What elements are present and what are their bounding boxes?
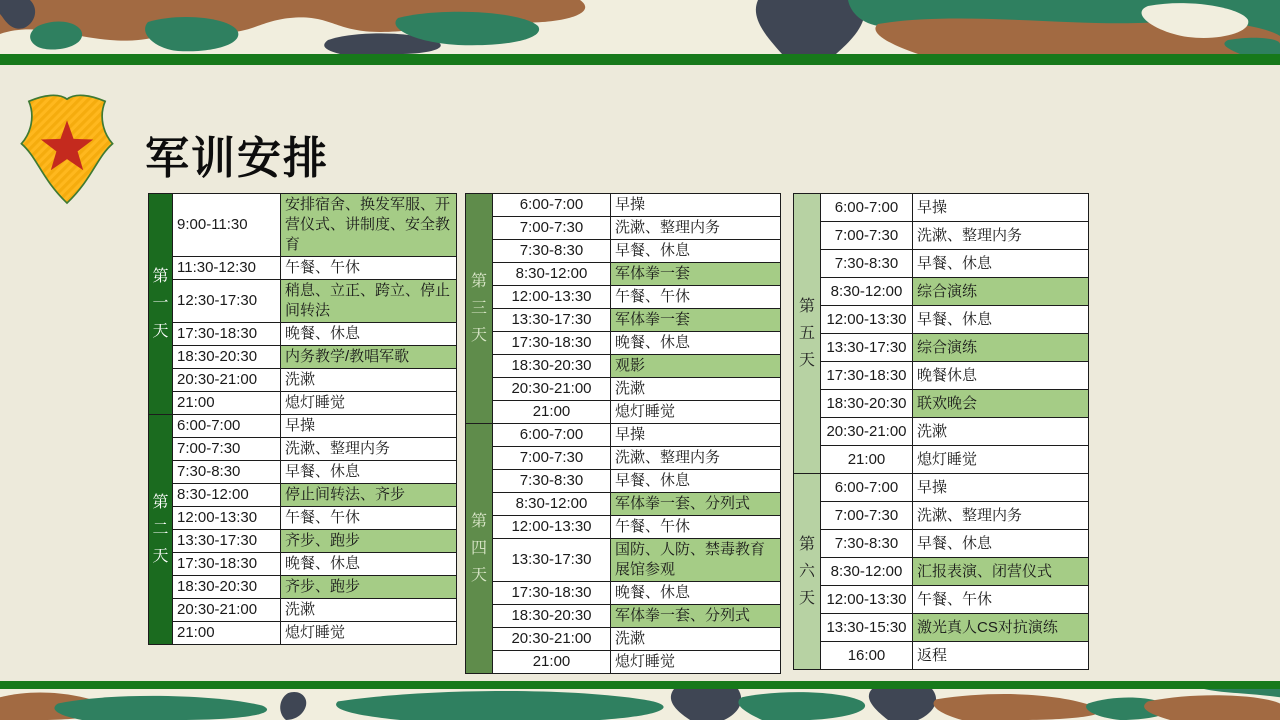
- schedule-row: [794, 614, 1089, 642]
- time-cell: 8:30-12:00: [493, 493, 611, 516]
- schedule-row: [794, 474, 1089, 502]
- activity-cell: 内务教学/教唱军歌: [281, 346, 457, 369]
- camo-bottom-border: [0, 689, 1280, 720]
- time-cell: 7:30-8:30: [493, 240, 611, 263]
- schedule-row: [149, 622, 457, 645]
- page-title: 军训安排: [145, 134, 329, 183]
- activity-cell: 早操: [611, 424, 781, 447]
- activity-cell: 熄灯睡觉: [281, 622, 457, 645]
- schedule-row: [794, 586, 1089, 614]
- activity-cell: 军体拳一套、分列式: [611, 605, 781, 628]
- time-cell: 20:30-21:00: [173, 599, 281, 622]
- schedule-row: [466, 309, 781, 332]
- activity-cell: 洗漱: [281, 369, 457, 392]
- schedule-row: [149, 280, 457, 323]
- activity-cell: 洗漱、整理内务: [281, 438, 457, 461]
- activity-cell: 早餐、休息: [611, 470, 781, 493]
- time-cell: 13:30-15:30: [821, 614, 913, 642]
- activity-cell: 熄灯睡觉: [611, 401, 781, 424]
- schedule-row: [149, 323, 457, 346]
- schedule-row: [794, 306, 1089, 334]
- activity-cell: 洗漱: [281, 599, 457, 622]
- activity-cell: 停止间转法、齐步: [281, 484, 457, 507]
- day-label: 第一天: [149, 194, 173, 415]
- time-cell: 8:30-12:00: [821, 558, 913, 586]
- activity-cell: 早餐、休息: [913, 250, 1089, 278]
- time-cell: 8:30-12:00: [821, 278, 913, 306]
- activity-cell: 军体拳一套: [611, 309, 781, 332]
- time-cell: 17:30-18:30: [173, 553, 281, 576]
- time-cell: 20:30-21:00: [493, 628, 611, 651]
- time-cell: 21:00: [173, 392, 281, 415]
- schedule-row: [794, 194, 1089, 222]
- time-cell: 7:00-7:30: [493, 447, 611, 470]
- activity-cell: 军体拳一套、分列式: [611, 493, 781, 516]
- schedule-row: [466, 424, 781, 447]
- schedule-table-days-3-4: [465, 193, 781, 674]
- activity-cell: 洗漱、整理内务: [611, 217, 781, 240]
- schedule-table-days-5-6: [793, 193, 1089, 670]
- schedule-row: [466, 217, 781, 240]
- activity-cell: 观影: [611, 355, 781, 378]
- time-cell: 20:30-21:00: [493, 378, 611, 401]
- time-cell: 7:00-7:30: [821, 502, 913, 530]
- schedule-row: [466, 355, 781, 378]
- schedule-row: [149, 438, 457, 461]
- activity-cell: 早餐、休息: [281, 461, 457, 484]
- activity-cell: 晚餐休息: [913, 362, 1089, 390]
- time-cell: 17:30-18:30: [493, 332, 611, 355]
- schedule-row: [466, 628, 781, 651]
- activity-cell: 联欢晚会: [913, 390, 1089, 418]
- time-cell: 7:30-8:30: [173, 461, 281, 484]
- time-cell: 17:30-18:30: [493, 582, 611, 605]
- time-cell: 17:30-18:30: [173, 323, 281, 346]
- schedule-row: [149, 257, 457, 280]
- time-cell: 18:30-20:30: [821, 390, 913, 418]
- schedule-row: [466, 605, 781, 628]
- schedule-row: [794, 446, 1089, 474]
- schedule-row: [466, 401, 781, 424]
- schedule-row: [149, 576, 457, 599]
- time-cell: 20:30-21:00: [821, 418, 913, 446]
- time-cell: 6:00-7:00: [493, 194, 611, 217]
- activity-cell: 齐步、跑步: [281, 530, 457, 553]
- time-cell: 16:00: [821, 642, 913, 670]
- schedule-row: [466, 582, 781, 605]
- schedule-row: [149, 392, 457, 415]
- activity-cell: 早餐、休息: [913, 306, 1089, 334]
- schedule-row: [466, 493, 781, 516]
- time-cell: 7:30-8:30: [821, 530, 913, 558]
- time-cell: 18:30-20:30: [493, 605, 611, 628]
- schedule-row: [466, 378, 781, 401]
- activity-cell: 早操: [913, 474, 1089, 502]
- time-cell: 6:00-7:00: [821, 194, 913, 222]
- activity-cell: 早操: [913, 194, 1089, 222]
- schedule-row: [466, 470, 781, 493]
- time-cell: 13:30-17:30: [173, 530, 281, 553]
- activity-cell: 洗漱、整理内务: [913, 502, 1089, 530]
- time-cell: 6:00-7:00: [173, 415, 281, 438]
- time-cell: 7:00-7:30: [493, 217, 611, 240]
- time-cell: 8:30-12:00: [493, 263, 611, 286]
- activity-cell: 晚餐、休息: [281, 323, 457, 346]
- schedule-row: [794, 642, 1089, 670]
- schedule-row: [466, 651, 781, 674]
- schedule-row: [794, 250, 1089, 278]
- time-cell: 7:30-8:30: [821, 250, 913, 278]
- schedule-row: [794, 530, 1089, 558]
- schedule-row: [794, 390, 1089, 418]
- time-cell: 18:30-20:30: [493, 355, 611, 378]
- schedule-row: [794, 418, 1089, 446]
- time-cell: 8:30-12:00: [173, 484, 281, 507]
- activity-cell: 午餐、午休: [611, 286, 781, 309]
- time-cell: 17:30-18:30: [821, 362, 913, 390]
- time-cell: 6:00-7:00: [493, 424, 611, 447]
- activity-cell: 激光真人CS对抗演练: [913, 614, 1089, 642]
- time-cell: 13:30-17:30: [821, 334, 913, 362]
- activity-cell: 洗漱: [913, 418, 1089, 446]
- time-cell: 7:00-7:30: [173, 438, 281, 461]
- schedule-table-days-1-2: [148, 193, 457, 645]
- time-cell: 21:00: [173, 622, 281, 645]
- schedule-row: [149, 530, 457, 553]
- activity-cell: 午餐、午休: [281, 507, 457, 530]
- schedule-row: [794, 558, 1089, 586]
- activity-cell: 早餐、休息: [913, 530, 1089, 558]
- activity-cell: 返程: [913, 642, 1089, 670]
- activity-cell: 综合演练: [913, 278, 1089, 306]
- schedule-row: [794, 278, 1089, 306]
- time-cell: 21:00: [493, 401, 611, 424]
- activity-cell: 晚餐、休息: [281, 553, 457, 576]
- time-cell: 12:00-13:30: [821, 306, 913, 334]
- schedule-row: [794, 222, 1089, 250]
- schedule-row: [466, 447, 781, 470]
- schedule-row: [149, 346, 457, 369]
- schedule-row: [149, 553, 457, 576]
- activity-cell: 洗漱: [611, 628, 781, 651]
- activity-cell: 熄灯睡觉: [913, 446, 1089, 474]
- activity-cell: 稍息、立正、跨立、停止间转法: [281, 280, 457, 323]
- time-cell: 12:00-13:30: [173, 507, 281, 530]
- day-label: 第六天: [794, 474, 821, 670]
- schedule-row: [466, 539, 781, 582]
- day-label: 第五天: [794, 194, 821, 474]
- activity-cell: 齐步、跑步: [281, 576, 457, 599]
- day-label: 第三天: [466, 194, 493, 424]
- schedule-row: [149, 484, 457, 507]
- activity-cell: 熄灯睡觉: [611, 651, 781, 674]
- activity-cell: 早餐、休息: [611, 240, 781, 263]
- activity-cell: 安排宿舍、换发军服、开营仪式、讲制度、安全教育: [281, 194, 457, 257]
- time-cell: 12:00-13:30: [493, 286, 611, 309]
- time-cell: 20:30-21:00: [173, 369, 281, 392]
- time-cell: 7:00-7:30: [821, 222, 913, 250]
- schedule-row: [466, 516, 781, 539]
- schedule-row: [149, 599, 457, 622]
- activity-cell: 军体拳一套: [611, 263, 781, 286]
- time-cell: 12:00-13:30: [821, 586, 913, 614]
- green-divider-bottom: [0, 681, 1280, 689]
- activity-cell: 午餐、午休: [913, 586, 1089, 614]
- activity-cell: 晚餐、休息: [611, 582, 781, 605]
- time-cell: 12:30-17:30: [173, 280, 281, 323]
- time-cell: 21:00: [821, 446, 913, 474]
- activity-cell: 早操: [611, 194, 781, 217]
- green-divider-top: [0, 54, 1280, 65]
- activity-cell: 熄灯睡觉: [281, 392, 457, 415]
- schedule-row: [466, 240, 781, 263]
- schedule-row: [466, 263, 781, 286]
- camo-top-border: [0, 0, 1280, 54]
- time-cell: 9:00-11:30: [173, 194, 281, 257]
- activity-cell: 洗漱、整理内务: [913, 222, 1089, 250]
- time-cell: 7:30-8:30: [493, 470, 611, 493]
- day-label: 第四天: [466, 424, 493, 674]
- schedule-row: [794, 502, 1089, 530]
- schedule-row: [149, 461, 457, 484]
- shield-star-icon: [14, 90, 120, 208]
- activity-cell: 早操: [281, 415, 457, 438]
- time-cell: 18:30-20:30: [173, 346, 281, 369]
- time-cell: 6:00-7:00: [821, 474, 913, 502]
- time-cell: 18:30-20:30: [173, 576, 281, 599]
- schedule-row: [466, 286, 781, 309]
- schedule-row: [149, 194, 457, 257]
- activity-cell: 晚餐、休息: [611, 332, 781, 355]
- activity-cell: 汇报表演、闭营仪式: [913, 558, 1089, 586]
- time-cell: 11:30-12:30: [173, 257, 281, 280]
- time-cell: 13:30-17:30: [493, 539, 611, 582]
- activity-cell: 午餐、午休: [611, 516, 781, 539]
- schedule-row: [794, 362, 1089, 390]
- time-cell: 13:30-17:30: [493, 309, 611, 332]
- activity-cell: 洗漱: [611, 378, 781, 401]
- schedule-row: [149, 507, 457, 530]
- time-cell: 12:00-13:30: [493, 516, 611, 539]
- schedule-row: [149, 369, 457, 392]
- activity-cell: 综合演练: [913, 334, 1089, 362]
- time-cell: 21:00: [493, 651, 611, 674]
- activity-cell: 午餐、午休: [281, 257, 457, 280]
- schedule-row: [149, 415, 457, 438]
- day-label: 第二天: [149, 415, 173, 645]
- activity-cell: 国防、人防、禁毒教育展馆参观: [611, 539, 781, 582]
- schedule-row: [794, 334, 1089, 362]
- schedule-row: [466, 332, 781, 355]
- schedule-row: [466, 194, 781, 217]
- activity-cell: 洗漱、整理内务: [611, 447, 781, 470]
